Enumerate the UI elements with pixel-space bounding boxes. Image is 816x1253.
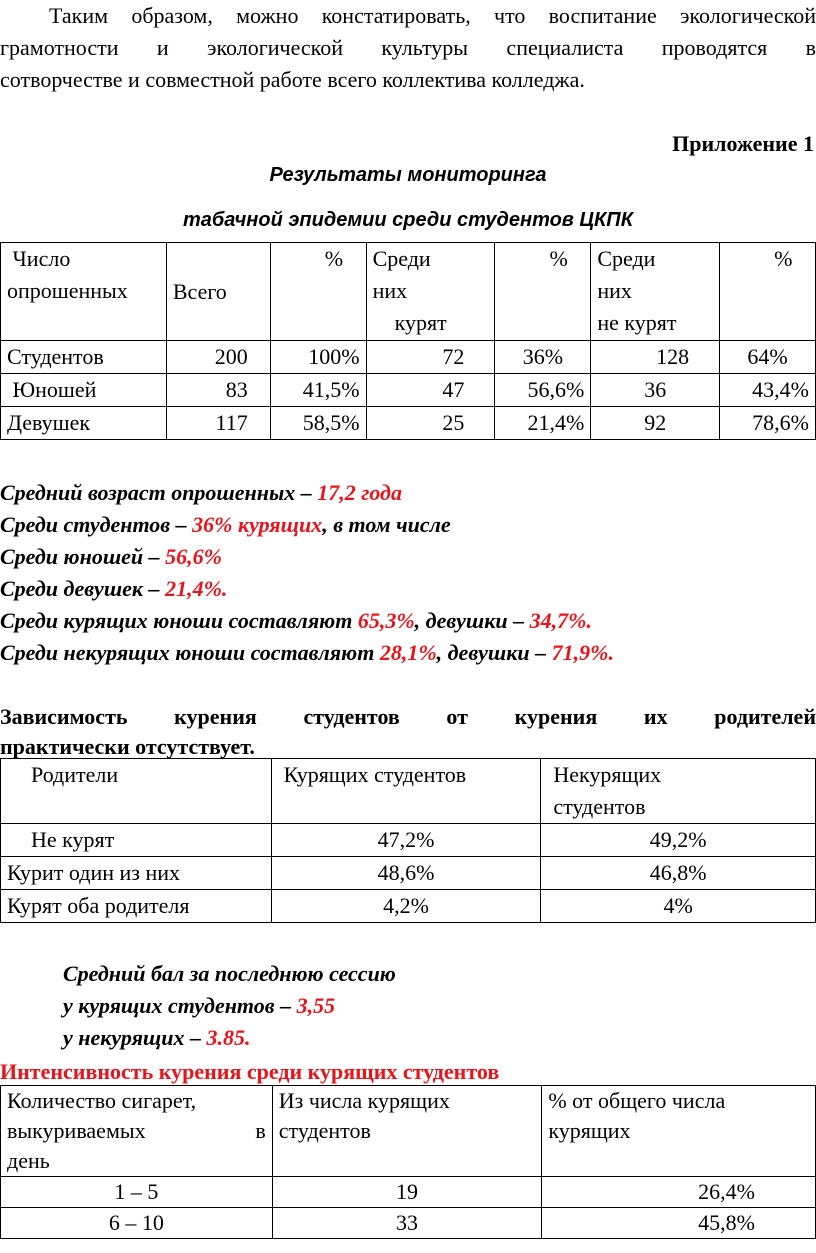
header-cell: Курящих студентов — [271, 759, 541, 824]
table-cell: 25 — [366, 407, 495, 440]
table-cell: 43,4% — [720, 374, 816, 407]
summary-block — [0, 477, 816, 669]
table-cell: 21,4% — [495, 407, 591, 440]
header-cell: Всего — [166, 243, 270, 341]
grade-line-1: Средний бал за последнюю сессию — [63, 961, 396, 986]
header-cell: % — [495, 243, 591, 341]
table-cell: 128 — [591, 341, 720, 374]
appendix-label: Приложение 1 — [672, 131, 814, 156]
table-cell: 47,2% — [271, 824, 541, 857]
table-cell: 117 — [166, 407, 270, 440]
table-cell: 58,5% — [270, 407, 366, 440]
table-cell: 49,2% — [541, 824, 816, 857]
summary-line: Среди курящих юноши составляют 65,3%, девушки – 34,7%. — [0, 608, 592, 633]
table-cell: 6 – 10 — [1, 1208, 273, 1239]
table-cell: 36% — [495, 341, 591, 374]
summary-line: Среди девушек – 21,4%. — [0, 576, 228, 601]
table-cell: 72 — [366, 341, 495, 374]
table-header-row — [1, 1086, 816, 1177]
table-cell: Курят оба родителя — [1, 890, 272, 923]
table-cell: 36 — [591, 374, 720, 407]
intensity-table — [0, 1085, 816, 1239]
table-cell: 200 — [166, 341, 270, 374]
intro-line-3: сотворчестве и совместной работе всего коллектива колледжа. — [0, 67, 585, 92]
dependency-statement — [0, 702, 816, 762]
table-row — [1, 407, 816, 440]
monitoring-table — [0, 242, 816, 440]
table-cell: 48,6% — [271, 857, 541, 890]
header-cell: Среди них не курят — [591, 243, 720, 341]
table-row — [1, 374, 816, 407]
grade-line-2: у курящих студентов – 3,55 — [63, 993, 336, 1018]
intro-line-2: грамотности и экологической культуры специалиста проводятся в — [0, 35, 816, 60]
table-cell: 1 – 5 — [1, 1177, 273, 1208]
table-cell: Курит один из них — [1, 857, 272, 890]
table-cell: Девушек — [1, 407, 167, 440]
table-cell: 4,2% — [271, 890, 541, 923]
table-cell: 4% — [541, 890, 816, 923]
summary-line: Среди студентов – 36% курящих, в том числе — [0, 512, 451, 537]
table-cell: Студентов — [1, 341, 167, 374]
summary-line: Среди юношей – 56,6% — [0, 544, 222, 569]
table-cell: 56,6% — [495, 374, 591, 407]
table-row — [1, 1208, 816, 1239]
header-cell: Число опрошенных — [1, 243, 167, 341]
header-cell: Количество сигарет, выкуриваемых в день — [1, 1086, 273, 1177]
header-cell: % от общего числа курящих — [542, 1086, 816, 1177]
table-cell: 78,6% — [720, 407, 816, 440]
header-cell: Родители — [1, 759, 272, 824]
table-cell: Не курят — [1, 824, 272, 857]
summary-line: Среди некурящих юноши составляют 28,1%, девушки – 71,9%. — [0, 640, 614, 665]
header-cell: % — [270, 243, 366, 341]
table-header-row — [1, 243, 816, 341]
header-cell: Некурящих студентов — [541, 759, 816, 824]
header-cell: Из числа курящих студентов — [272, 1086, 542, 1177]
header-cell: % — [720, 243, 816, 341]
table-cell: 47 — [366, 374, 495, 407]
table-cell: 83 — [166, 374, 270, 407]
table-cell: 33 — [272, 1208, 542, 1239]
table-header-row — [1, 759, 816, 824]
parents-table — [0, 758, 816, 923]
table-cell: Юношей — [1, 374, 167, 407]
intro-paragraph — [0, 0, 816, 96]
grade-block — [63, 958, 396, 1054]
table-cell: 19 — [272, 1177, 542, 1208]
report-title-line-2: табачной эпидемии среди студентов ЦКПК — [183, 209, 633, 231]
intro-line-1: Таким образом, можно констатировать, что воспитание экологической — [49, 3, 816, 28]
table-cell: 92 — [591, 407, 720, 440]
table-cell: 100% — [270, 341, 366, 374]
table-row — [1, 1177, 816, 1208]
header-cell: Среди них курят — [366, 243, 495, 341]
table-cell: 41,5% — [270, 374, 366, 407]
summary-line: Средний возраст опрошенных – 17,2 года — [0, 480, 402, 505]
report-title-line-1: Результаты мониторинга — [269, 164, 547, 186]
dependency-line-2: практически отсутствует. — [0, 734, 255, 759]
table-row — [1, 857, 816, 890]
grade-line-3: у некурящих – 3.85. — [63, 1025, 251, 1050]
table-cell: 45,8% — [542, 1208, 816, 1239]
table-cell: 26,4% — [542, 1177, 816, 1208]
intensity-heading: Интенсивность курения среди курящих студентов — [0, 1059, 500, 1084]
table-cell: 64% — [720, 341, 816, 374]
table-row — [1, 890, 816, 923]
table-cell: 46,8% — [541, 857, 816, 890]
table-row — [1, 341, 816, 374]
table-row — [1, 824, 816, 857]
dependency-line-1: Зависимость курения студентов от курения их родителей — [0, 704, 816, 729]
